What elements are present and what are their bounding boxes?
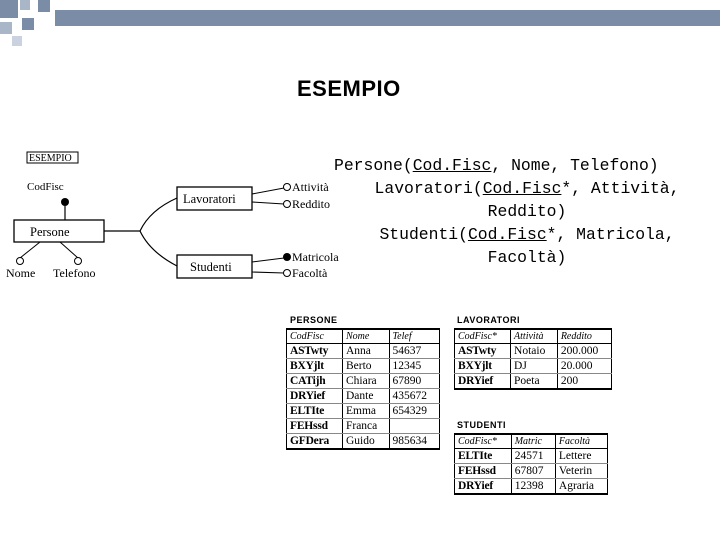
table-title-studenti: STUDENTI	[457, 420, 506, 430]
attivita-attr-marker	[284, 184, 291, 191]
table-cell: Chiara	[342, 374, 389, 389]
table-cell: DRYief	[455, 374, 511, 390]
schema-studenti: Studenti(Cod.Fisc*, Matricola,	[379, 225, 675, 244]
table-cell: ASTwty	[287, 344, 343, 359]
table-cell: Anna	[342, 344, 389, 359]
column-header: Matric	[511, 434, 555, 449]
table-cell: 67890	[389, 374, 439, 389]
entity-studenti: Studenti	[190, 260, 232, 274]
er-label: ESEMPIO	[29, 153, 72, 164]
table-cell: Franca	[342, 419, 389, 434]
table-header-row	[455, 434, 608, 449]
column-header: CodFisc	[287, 329, 343, 344]
column-header: Attività	[511, 329, 558, 344]
schema-studenti-cont: Facoltà)	[487, 248, 567, 267]
table-cell: ELTIte	[287, 404, 343, 419]
column-header: Facoltà	[555, 434, 607, 449]
column-header: CodFisc*	[455, 329, 511, 344]
schema-lavoratori: Lavoratori(Cod.Fisc*, Attività,	[374, 179, 680, 198]
table-lavoratori	[454, 328, 612, 390]
table-cell: 200	[557, 374, 611, 390]
entity-persone: Persone	[30, 225, 70, 239]
table-row	[455, 479, 608, 495]
table-row	[287, 434, 440, 450]
attr-attivita: Attività	[292, 180, 329, 194]
table-cell: ELTIte	[455, 449, 512, 464]
table-row	[287, 374, 440, 389]
telefono-attr-marker	[75, 258, 82, 265]
table-cell: Guido	[342, 434, 389, 450]
header-bar	[55, 10, 720, 26]
table-row	[455, 464, 608, 479]
table-row	[455, 374, 612, 390]
table-row	[287, 404, 440, 419]
table-cell: Agraria	[555, 479, 607, 495]
schema-persone: Persone(Cod.Fisc, Nome, Telefono)	[334, 156, 659, 175]
table-cell: CATijh	[287, 374, 343, 389]
table-row	[287, 419, 440, 434]
table-header-row	[287, 329, 440, 344]
column-header: CodFisc*	[455, 434, 512, 449]
slide-title: ESEMPIO	[297, 76, 401, 101]
table-row	[455, 344, 612, 359]
column-header: Nome	[342, 329, 389, 344]
table-title-lavoratori: LAVORATORI	[457, 315, 520, 325]
table-studenti	[454, 433, 608, 495]
table-cell: 200.000	[557, 344, 611, 359]
codfisc-key-marker	[61, 198, 69, 206]
table-cell: 20.000	[557, 359, 611, 374]
table-cell: BXYjlt	[455, 359, 511, 374]
table-cell: FEHssd	[455, 464, 512, 479]
table-cell: Dante	[342, 389, 389, 404]
attr-codfisc: CodFisc	[27, 181, 64, 193]
attr-reddito: Reddito	[292, 197, 330, 211]
table-cell: 12345	[389, 359, 439, 374]
entity-lavoratori: Lavoratori	[183, 192, 236, 206]
table-row	[287, 389, 440, 404]
table-cell: Berto	[342, 359, 389, 374]
table-cell: FEHssd	[287, 419, 343, 434]
table-cell: Lettere	[555, 449, 607, 464]
er-diagram	[0, 140, 350, 290]
table-cell: 12398	[511, 479, 555, 495]
table-cell: 435672	[389, 389, 439, 404]
table-cell: GFDera	[287, 434, 343, 450]
table-cell: ASTwty	[455, 344, 511, 359]
attr-matricola: Matricola	[292, 250, 339, 264]
table-title-persone: PERSONE	[290, 315, 338, 325]
table-cell: BXYjlt	[287, 359, 343, 374]
table-cell: Veterin	[555, 464, 607, 479]
table-cell: 54637	[389, 344, 439, 359]
attr-nome: Nome	[6, 266, 36, 280]
table-cell: DRYief	[455, 479, 512, 495]
table-header-row	[455, 329, 612, 344]
nome-attr-marker	[17, 258, 24, 265]
table-row	[455, 359, 612, 374]
table-cell: DRYief	[287, 389, 343, 404]
table-row	[455, 449, 608, 464]
table-row	[287, 359, 440, 374]
table-cell: 24571	[511, 449, 555, 464]
table-persone	[286, 328, 440, 450]
matricola-key-marker	[283, 253, 291, 261]
attr-telefono: Telefono	[53, 266, 96, 280]
table-cell: 654329	[389, 404, 439, 419]
schema-lavoratori-cont: Reddito)	[487, 202, 567, 221]
table-row	[287, 344, 440, 359]
table-cell: Notaio	[511, 344, 558, 359]
facolta-attr-marker	[284, 270, 291, 277]
table-cell: Emma	[342, 404, 389, 419]
column-header: Telef	[389, 329, 439, 344]
reddito-attr-marker	[284, 201, 291, 208]
table-cell: 67807	[511, 464, 555, 479]
table-cell: 985634	[389, 434, 439, 450]
column-header: Reddito	[557, 329, 611, 344]
relational-schema	[334, 154, 720, 269]
table-cell: Poeta	[511, 374, 558, 390]
table-cell	[389, 419, 439, 434]
table-cell: DJ	[511, 359, 558, 374]
attr-facolta: Facoltà	[292, 266, 328, 280]
